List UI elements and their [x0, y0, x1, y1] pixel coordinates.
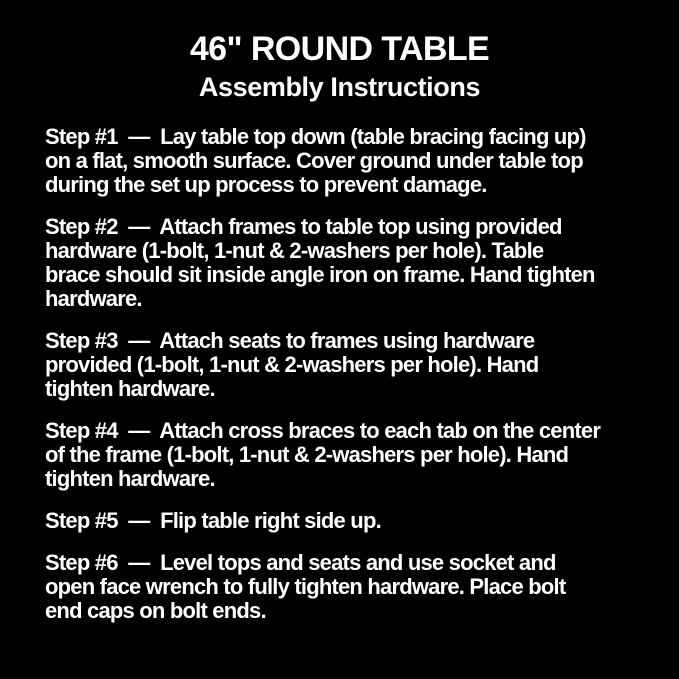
- step-line: Step #6 — Level tops and seats and use socket and: [45, 549, 556, 575]
- step-3: [45, 329, 659, 401]
- step-line: during the set up process to prevent damage.: [45, 171, 487, 197]
- step-2: [45, 215, 659, 311]
- page-title: 46" ROUND TABLE: [189, 30, 490, 68]
- step-6: [45, 551, 659, 623]
- step-line: Step #2 — Attach frames to table top using provided: [45, 213, 562, 239]
- page-subtitle: Assembly Instructions: [198, 72, 481, 103]
- step-line: on a flat, smooth surface. Cover ground under table top: [45, 147, 583, 173]
- step-line: brace should sit inside angle iron on frame. Hand tighten: [45, 261, 595, 287]
- step-line: Step #1 — Lay table top down (table bracing facing up): [45, 123, 586, 149]
- step-line: Step #5 — Flip table right side up.: [45, 507, 381, 533]
- steps-list: [45, 125, 659, 623]
- step-line: end caps on bolt ends.: [45, 597, 266, 623]
- step-line: Step #3 — Attach seats to frames using hardware: [45, 327, 535, 353]
- step-line: provided (1-bolt, 1-nut & 2-washers per hole). Hand: [45, 351, 539, 377]
- step-line: tighten hardware.: [45, 465, 215, 491]
- step-line: tighten hardware.: [45, 375, 215, 401]
- step-4: [45, 419, 659, 491]
- step-line: of the frame (1-bolt, 1-nut & 2-washers per hole). Hand: [45, 441, 569, 467]
- step-line: hardware (1-bolt, 1-nut & 2-washers per hole). Table: [45, 237, 544, 263]
- step-line: hardware.: [45, 285, 142, 311]
- step-1: [45, 125, 659, 197]
- step-5: [45, 509, 659, 533]
- step-line: open face wrench to fully tighten hardware. Place bolt: [45, 573, 566, 599]
- step-line: Step #4 — Attach cross braces to each tab on the center: [45, 417, 601, 443]
